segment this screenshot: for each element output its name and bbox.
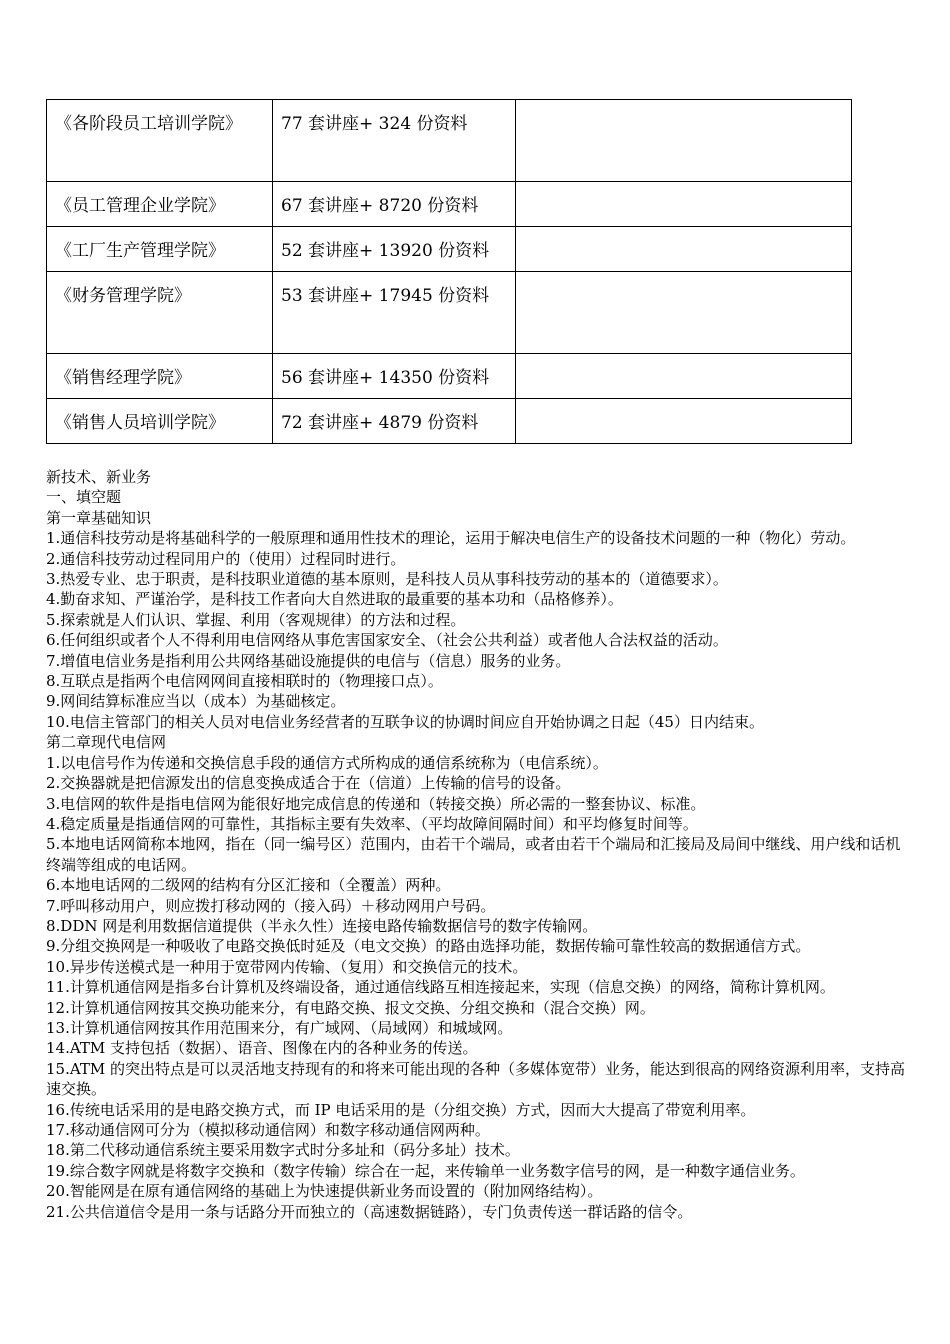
question-item: 16.传统电话采用的是电路交换方式，而 IP 电话采用的是（分组交换）方式，因而大大提高了带宽利用率。 xyxy=(46,1100,756,1119)
section-title: 一、填空题 xyxy=(46,488,122,507)
question-item: 3.电信网的软件是指电信网为能很好地完成信息的传递和（转接交换）所必需的一整套协议、标准。 xyxy=(46,794,706,813)
course-count-cell: 77 套讲座+ 324 份资料 xyxy=(273,100,516,182)
table-row xyxy=(47,272,852,354)
question-item: 3.热爱专业、忠于职责，是科技职业道德的基本原则，是科技人员从事科技劳动的基本的（道德要求）。 xyxy=(46,570,728,589)
question-item: 2.通信科技劳动过程同用户的（使用）过程同时进行。 xyxy=(46,549,406,568)
empty-cell xyxy=(516,100,852,182)
empty-cell xyxy=(516,354,852,399)
question-item: 5.探索就是人们认识、掌握、利用（客观规律）的方法和过程。 xyxy=(46,610,466,629)
question-item: 4.勤奋求知、严谨治学，是科技工作者向大自然进取的最重要的基本功和（品格修养）。 xyxy=(46,590,623,609)
course-count-cell: 67 套讲座+ 8720 份资料 xyxy=(273,182,516,227)
question-item: 19.综合数字网就是将数字交换和（数字传输）综合在一起，来传输单一业务数字信号的网，是一种数字通信业务。 xyxy=(46,1161,805,1180)
question-item: 1.以电信号作为传递和交换信息手段的通信方式所构成的通信系统称为（电信系统）。 xyxy=(46,753,608,772)
question-item: 12.计算机通信网按其交换功能来分，有电路交换、报文交换、分组交换和（混合交换）网。 xyxy=(46,998,655,1017)
question-item: 7.呼叫移动用户，则应拨打移动网的（接入码）＋移动网用户号码。 xyxy=(46,896,496,915)
question-item: 10.异步传送模式是一种用于宽带网内传输、（复用）和交换信元的技术。 xyxy=(46,957,528,976)
question-item: 18.第二代移动通信系统主要采用数字式时分多址和（码分多址）技术。 xyxy=(46,1141,520,1160)
course-count-cell: 52 套讲座+ 13920 份资料 xyxy=(273,227,516,272)
question-item: 9.网间结算标准应当以（成本）为基础核定。 xyxy=(46,692,346,711)
empty-cell xyxy=(516,399,852,444)
course-name-cell: 《财务管理学院》 xyxy=(47,272,273,354)
document-body xyxy=(46,467,908,1222)
table-row xyxy=(47,227,852,272)
question-item: 2.交换器就是把信源发出的信息变换成适合于在（信道）上传输的信号的设备。 xyxy=(46,774,571,793)
question-item: 1.通信科技劳动是将基础科学的一般原理和通用性技术的理论，运用于解决电信生产的设备技术问题的一种（物化）劳动。 xyxy=(46,529,856,548)
empty-cell xyxy=(516,182,852,227)
question-item: 14.ATM 支持包括（数据）、语音、图像在内的各种业务的传送。 xyxy=(46,1039,478,1058)
course-name-cell: 《工厂生产管理学院》 xyxy=(47,227,273,272)
question-item: 13.计算机通信网按其作用范围来分，有广域网、（局域网）和城域网。 xyxy=(46,1018,513,1037)
document-heading: 新技术、新业务 xyxy=(46,468,152,486)
course-table xyxy=(46,99,852,444)
chapter-title: 第二章现代电信网 xyxy=(46,733,167,752)
course-name-cell: 《各阶段员工培训学院》 xyxy=(47,100,273,182)
course-name-cell: 《销售人员培训学院》 xyxy=(47,399,273,444)
empty-cell xyxy=(516,272,852,354)
chapter-title: 第一章基础知识 xyxy=(46,508,152,527)
course-count-cell: 56 套讲座+ 14350 份资料 xyxy=(273,354,516,399)
question-item: 8.互联点是指两个电信网网间直接相联时的（物理接口点）。 xyxy=(46,672,443,691)
course-name-cell: 《销售经理学院》 xyxy=(47,354,273,399)
question-item: 15.ATM 的突出特点是可以灵活地支持现有的和将来可能出现的各种（多媒体宽带）业务，能达到很高的网络资源利用率，支持高速交换。 xyxy=(46,1059,906,1099)
course-count-cell: 53 套讲座+ 17945 份资料 xyxy=(273,272,516,354)
question-item: 4.稳定质量是指通信网的可靠性，其指标主要有失效率、（平均故障间隔时间）和平均修复时间等。 xyxy=(46,814,698,833)
course-count-cell: 72 套讲座+ 4879 份资料 xyxy=(273,399,516,444)
table-row xyxy=(47,354,852,399)
question-item: 7.增值电信业务是指利用公共网络基础设施提供的电信与（信息）服务的业务。 xyxy=(46,651,571,670)
question-item: 6.任何组织或者个人不得利用电信网络从事危害国家安全、（社会公共利益）或者他人合法权益的活动。 xyxy=(46,631,728,650)
question-item: 8.DDN 网是利用数据信道提供（半永久性）连接电路传输数据信号的数字传输网。 xyxy=(46,916,598,935)
course-name-cell: 《员工管理企业学院》 xyxy=(47,182,273,227)
question-item: 21.公共信道信令是用一条与话路分开而独立的（高速数据链路），专门负责传送一群话路的信令。 xyxy=(46,1202,693,1221)
table-row xyxy=(47,399,852,444)
question-item: 9.分组交换网是一种吸收了电路交换低时延及（电文交换）的路由选择功能，数据传输可靠性较高的数据通信方式。 xyxy=(46,937,811,956)
question-item: 17.移动通信网可分为（模拟移动通信网）和数字移动通信网两种。 xyxy=(46,1121,490,1139)
question-item: 20.智能网是在原有通信网络的基础上为快速提供新业务而设置的（附加网络结构）。 xyxy=(46,1182,603,1201)
question-item: 11.计算机通信网是指多台计算机及终端设备，通过通信线路互相连接起来，实现（信息交换）的网络，简称计算机网。 xyxy=(46,978,835,997)
empty-cell xyxy=(516,227,852,272)
table-row xyxy=(47,182,852,227)
question-item: 5.本地电话网简称本地网，指在（同一编号区）范围内，由若干个端局，或者由若干个端局和汇接局及局间中继线、用户线和话机终端等组成的电话网。 xyxy=(46,835,901,874)
question-item: 10.电信主管部门的相关人员对电信业务经营者的互联争议的协调时间应自开始协调之日起（45）日内结束。 xyxy=(46,712,764,731)
question-item: 6.本地电话网的二级网的结构有分区汇接和（全覆盖）两种。 xyxy=(46,876,451,895)
table-row xyxy=(47,100,852,182)
